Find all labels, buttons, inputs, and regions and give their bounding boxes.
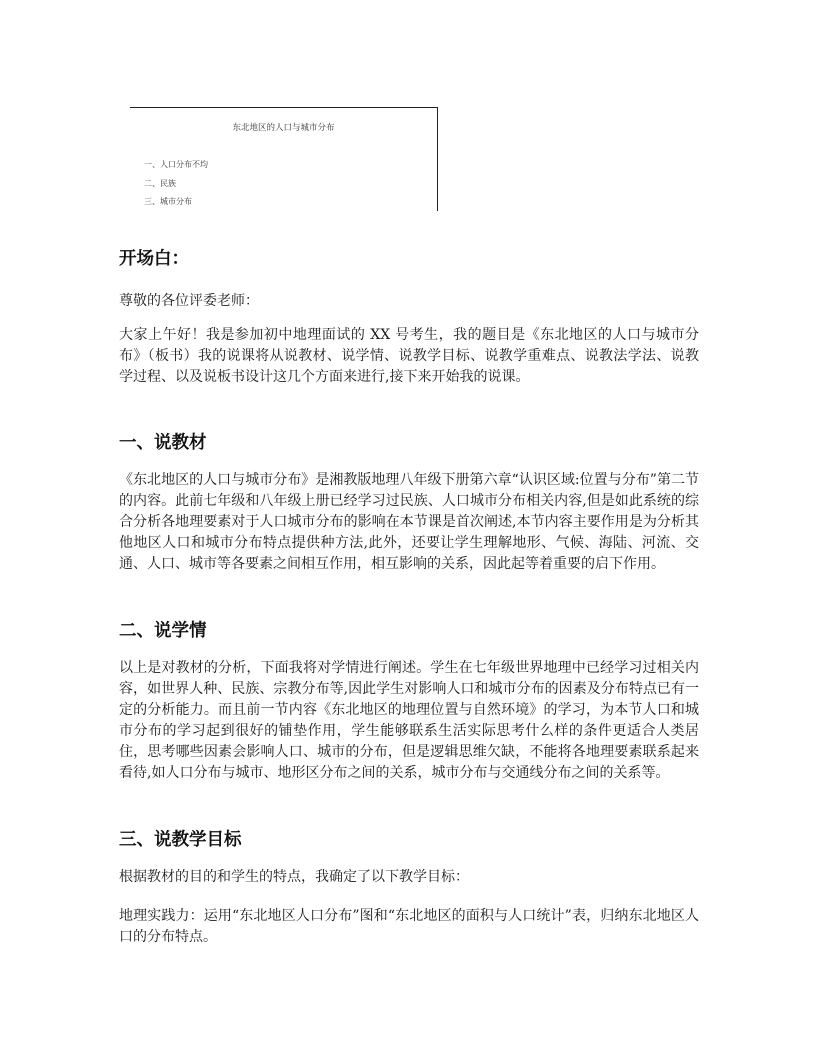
blackboard-design [130,107,438,211]
paragraph-objective-practice: 地理实践力：运用“东北地区人口分布”图和“东北地区的面积与人口统计”表，归纳东北地区人口的分布特点。 [119,908,699,945]
board-item: 二、民族 [144,179,176,188]
section-heading-students: 二、说学情 [119,621,207,641]
section-heading-opening: 开场白： [119,249,189,269]
board-title: 东北地区的人口与城市分布 [232,123,335,133]
section-heading-objectives: 三、说教学目标 [119,830,242,850]
section-heading-textbook: 一、说教材 [119,433,207,453]
paragraph-textbook: 《东北地区的人口与城市分布》是湘教版地理八年级下册第六章“认识区域:位置与分布”第二节的内容。此前七年级和八年级上册已经学习过民族、人口城市分布相关内容,但是如此系统的综合分析各地理要素对于人口城市分布的影响在本节课是首次阐述,本节内容主要作用是为分析其他地区人口和城市分布特点提供种方法,此外，还要让学生理解地形、气候、海陆、河流、交通、人口、城市等各要素之间相互作用，相互影响的关系，因此起等着重要的启下作用。 [119,472,699,572]
paragraph-greeting: 尊敬的各位评委老师： [119,293,259,309]
paragraph-students: 以上是对教材的分析，下面我将对学情进行阐述。学生在七年级世界地理中已经学习过相关内容，如世界人种、民族、宗教分布等,因此学生对影响人口和城市分布的因素及分布特点已有一定的分析能力。而且前一节内容《东北地区的地理位置与自然环境》的学习，为本节人口和城市分布的学习起到很好的铺垫作用，学生能够联系生活实际思考什么样的条件更适合人类居住，思考哪些因素会影响人口、城市的分布，但是逻辑思维欠缺，不能将各地理要素联系起来看待,如人口分布与城市、地形区分布之间的关系，城市分布与交通线分布之间的关系等。 [119,660,699,781]
paragraph-intro: 大家上午好！我是参加初中地理面试的 XX 号考生，我的题目是《东北地区的人口与城市分布》（板书）我的说课将从说教材、说学情、说教学目标、说教学重难点、说教法学法、说教学过程、以及说板书设计这几个方面来进行,接下来开始我的说课。 [119,327,699,385]
board-item: 三、城市分布 [144,197,192,206]
board-item: 一、人口分布不均 [144,160,208,169]
paragraph-objectives-intro: 根据教材的目的和学生的特点，我确定了以下教学目标： [119,869,469,885]
